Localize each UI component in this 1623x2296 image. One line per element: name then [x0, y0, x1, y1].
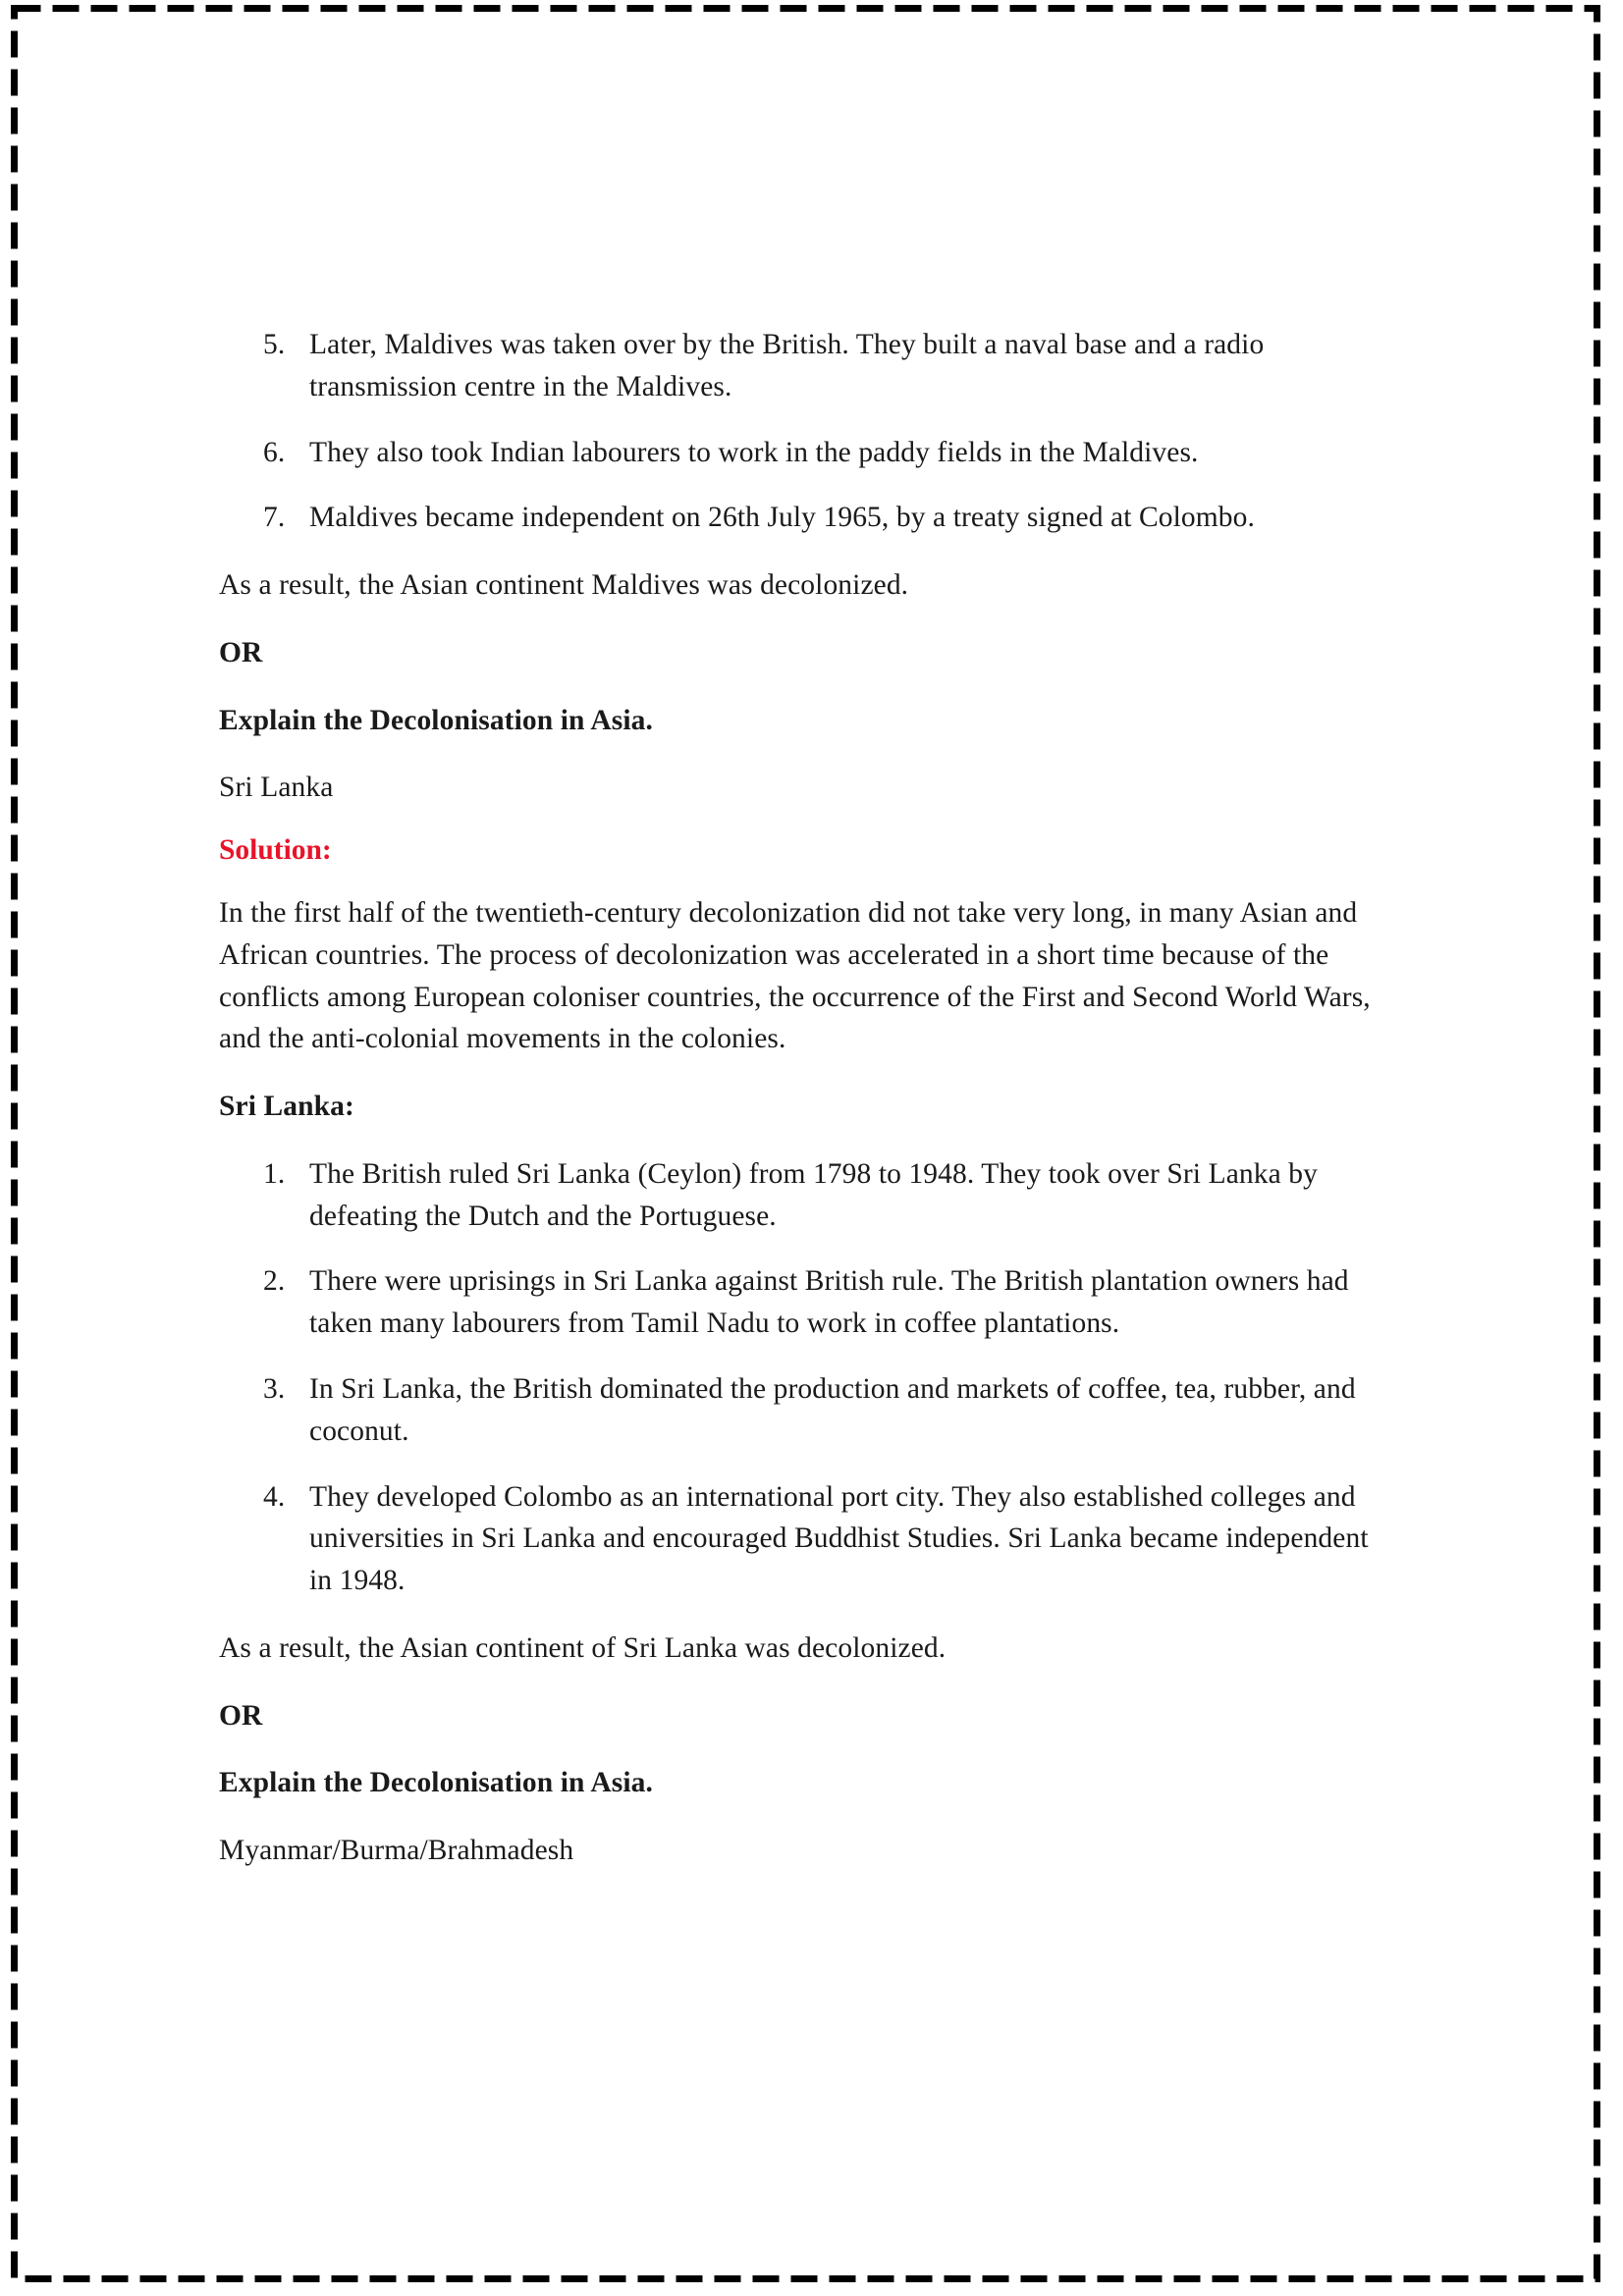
solution-label: Solution:	[219, 834, 332, 867]
sri-lanka-heading: Sri Lanka:	[219, 1091, 354, 1123]
list-marker: 1.	[263, 1157, 286, 1190]
list-item	[219, 497, 1384, 539]
list-item-text: Maldives became independent on 26th July 1965, by a treaty signed at Colombo.	[309, 502, 1255, 534]
question-heading-2: Explain the Decolonisation in Asia.	[219, 1767, 653, 1799]
topic-label-2: Myanmar/Burma/Brahmadesh	[219, 1835, 574, 1867]
intro-paragraph: In the first half of the twentieth-century decolonization did not take very long, in many Asian and African countries. The process of decolonization was accelerated in a short time because of the conflicts among European coloniser countries, the occurrence of the First and Second World Wars, and the anti-colonial movements in the colonies.	[219, 897, 1371, 1055]
list-marker: 5.	[263, 329, 286, 360]
or-separator-2: OR	[219, 1699, 263, 1732]
list-item	[219, 1476, 1384, 1602]
list-marker: 4.	[263, 1480, 286, 1513]
document-content	[219, 324, 1384, 1872]
maldives-ordered-list	[219, 324, 1384, 539]
question-heading-1: Explain the Decolonisation in Asia.	[219, 704, 653, 736]
maldives-result-text: As a result, the Asian continent Maldives was decolonized.	[219, 569, 909, 602]
list-item-text: They also took Indian labourers to work in the paddy fields in the Maldives.	[309, 436, 1199, 468]
list-item-text: They developed Colombo as an international port city. They also established colleges and universities in Sri Lanka and encouraged Buddhist Studies. Sri Lanka became independent in 1948.	[309, 1480, 1369, 1597]
list-item	[219, 324, 1384, 408]
list-item	[219, 1368, 1384, 1453]
list-marker: 3.	[263, 1373, 286, 1406]
list-item-text: In Sri Lanka, the British dominated the production and markets of coffee, tea, rubber, and coconut.	[309, 1373, 1356, 1447]
topic-label-1: Sri Lanka	[219, 772, 334, 804]
list-item-text: There were uprisings in Sri Lanka against British rule. The British plantation owners had taken many labourers from Tamil Nadu to work in coffee plantations.	[309, 1265, 1349, 1340]
list-item	[219, 1260, 1384, 1345]
sri-lanka-result-text: As a result, the Asian continent of Sri Lanka was decolonized.	[219, 1631, 947, 1664]
sri-lanka-ordered-list	[219, 1153, 1384, 1602]
list-marker: 2.	[263, 1265, 286, 1298]
list-item	[219, 1153, 1384, 1238]
list-item-text: The British ruled Sri Lanka (Ceylon) from 1798 to 1948. They took over Sri Lanka by defeating the Dutch and the Portuguese.	[309, 1157, 1318, 1232]
list-marker: 7.	[263, 502, 286, 534]
list-item	[219, 432, 1384, 474]
list-item-text: Later, Maldives was taken over by the British. They built a naval base and a radio transmission centre in the Maldives.	[309, 329, 1265, 402]
list-marker: 6.	[263, 436, 286, 468]
or-separator-1: OR	[219, 636, 263, 668]
